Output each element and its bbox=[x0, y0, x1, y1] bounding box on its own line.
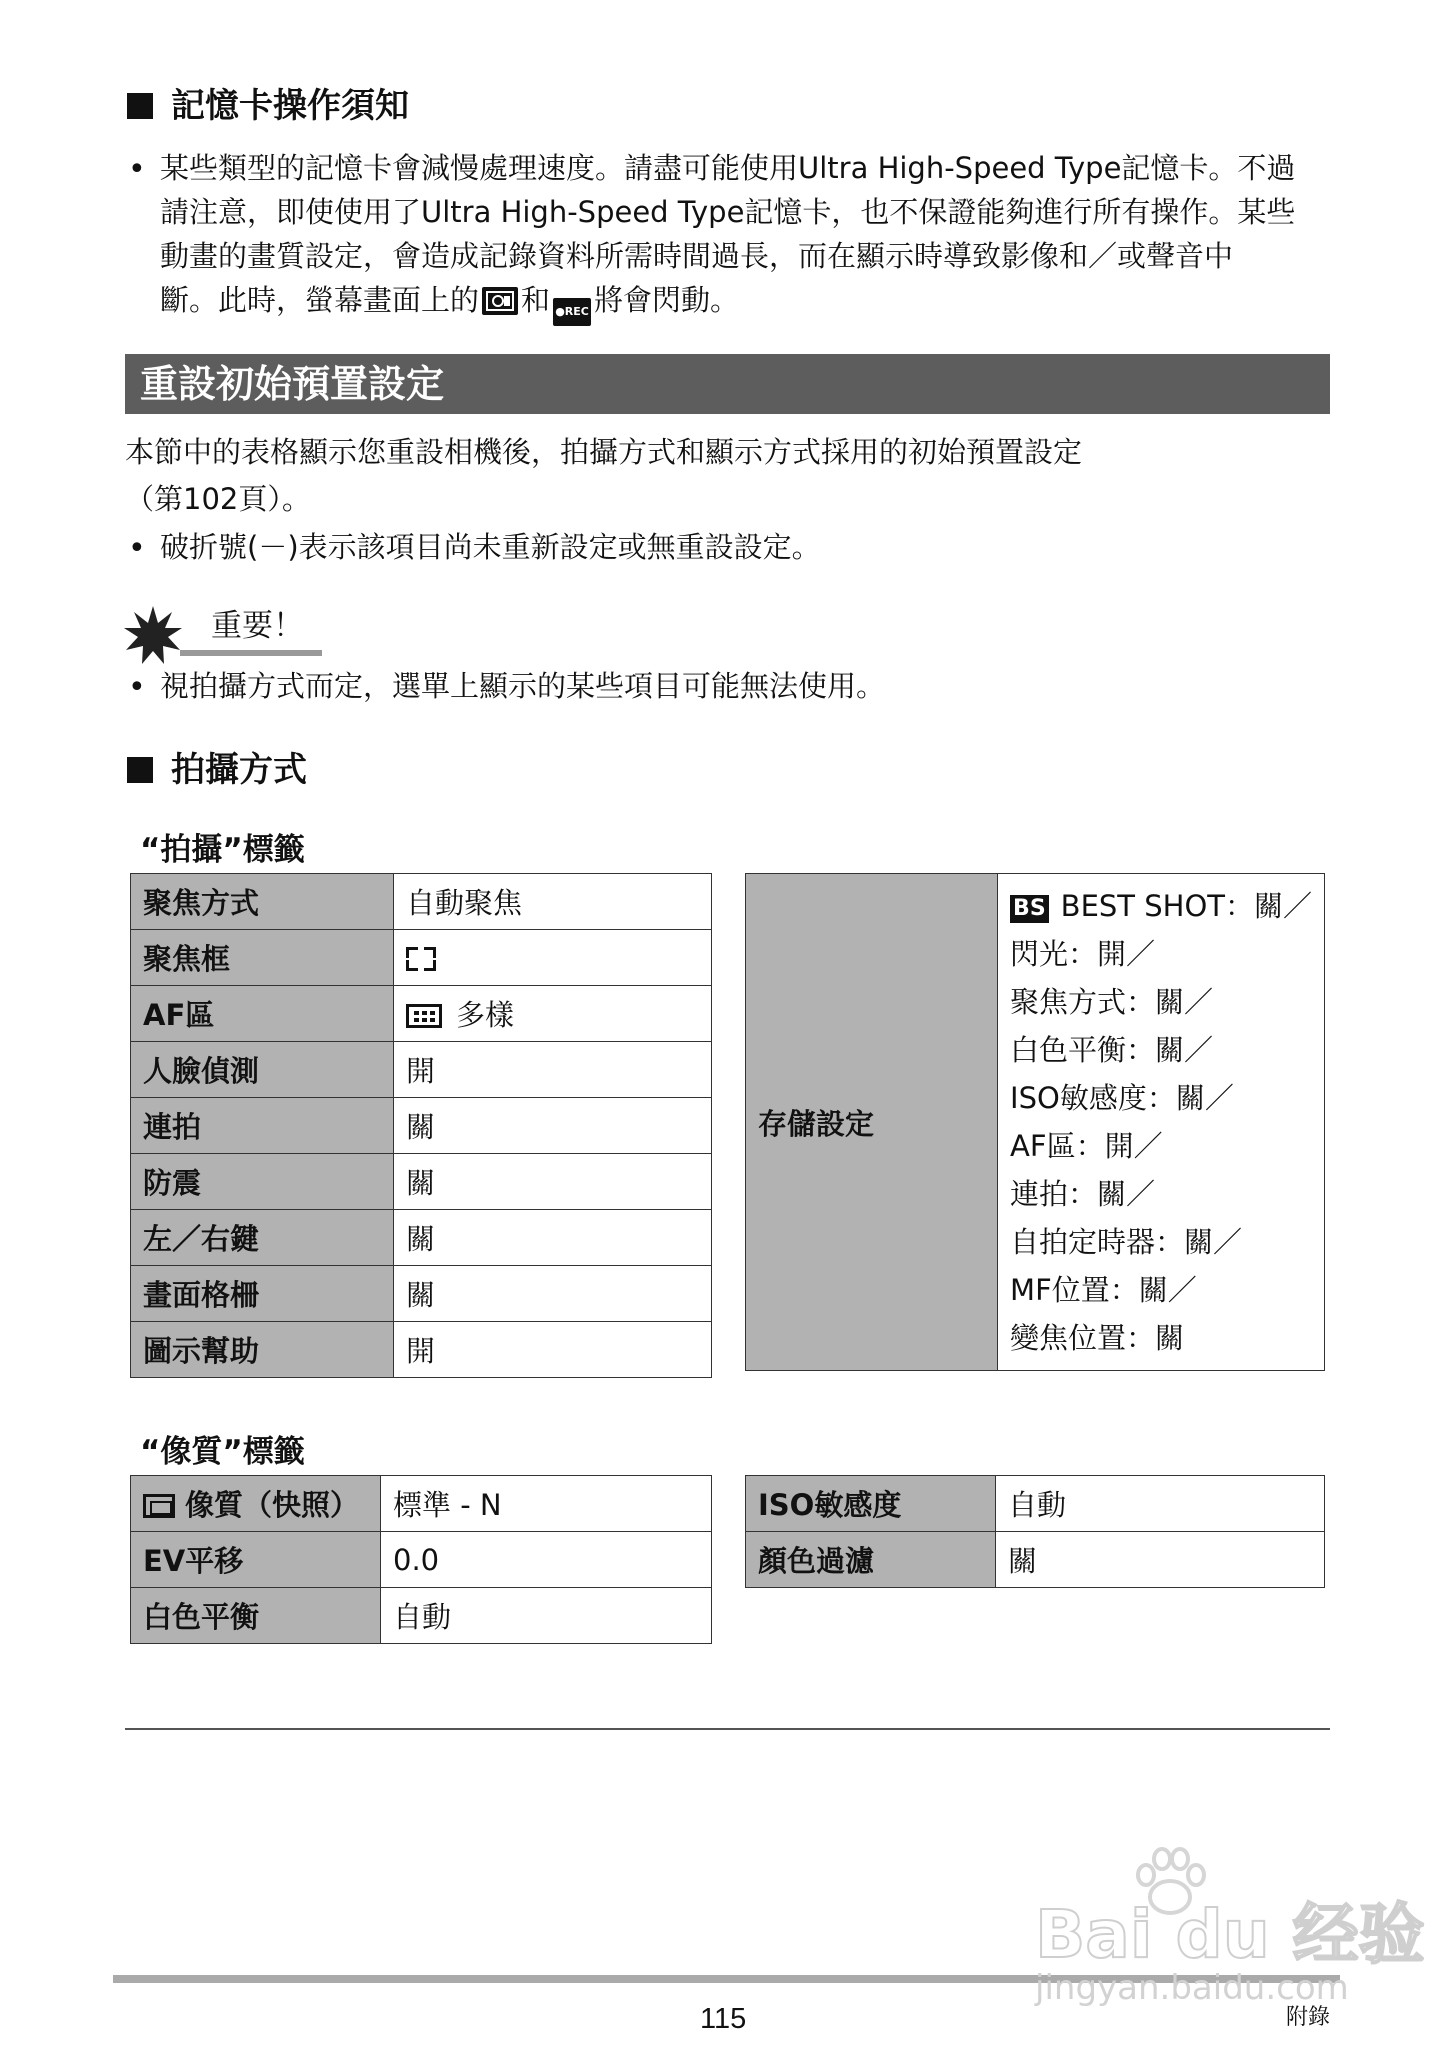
table-row bbox=[131, 1266, 712, 1322]
table-row bbox=[746, 874, 1325, 1371]
important-burst-icon bbox=[124, 606, 182, 664]
store-line: 連拍：關／ bbox=[1010, 1177, 1156, 1211]
setting-key: 左／右鍵 bbox=[131, 1210, 394, 1266]
section-marker-icon bbox=[127, 93, 153, 119]
table-row bbox=[131, 1154, 712, 1210]
setting-value bbox=[394, 986, 712, 1042]
setting-value: 關 bbox=[394, 1210, 712, 1266]
setting-key: 畫面格柵 bbox=[131, 1266, 394, 1322]
bullet-icon: • bbox=[128, 152, 146, 187]
store-line: 變焦位置：關 bbox=[1010, 1321, 1185, 1355]
setting-value: 關 bbox=[394, 1154, 712, 1210]
shoot-settings-table bbox=[130, 873, 712, 1378]
memory-note-line bbox=[160, 278, 1340, 326]
important-underline bbox=[180, 650, 322, 656]
memory-note-line: 請注意，即使使用了Ultra High-Speed Type記憶卡，也不保證能夠進行所有操作。某些 bbox=[160, 195, 1296, 229]
memory-note-line: 動畫的畫質設定，會造成記錄資料所需時間過長，而在顯示時導致影像和／或聲音中 bbox=[160, 239, 1234, 273]
quality-settings-table bbox=[130, 1475, 712, 1644]
page-number: 115 bbox=[700, 2003, 747, 2035]
table-row bbox=[131, 986, 712, 1042]
store-line: 聚焦方式：關／ bbox=[1010, 985, 1214, 1019]
setting-key-text: 像質（快照） bbox=[185, 1488, 360, 1522]
table-row bbox=[131, 1588, 712, 1644]
setting-key: 顏色過濾 bbox=[746, 1532, 996, 1588]
setting-key: AF區 bbox=[131, 986, 394, 1042]
store-line-text: BEST SHOT：關／ bbox=[1060, 889, 1312, 923]
setting-key: 人臉偵測 bbox=[131, 1042, 394, 1098]
store-setting-values bbox=[998, 874, 1325, 1371]
section-banner bbox=[125, 354, 1330, 414]
setting-value: 關 bbox=[394, 1098, 712, 1154]
watermark-url: jingyan.baidu.com bbox=[1035, 1968, 1349, 2008]
important-label: 重要！ bbox=[211, 608, 304, 644]
setting-value: 0.0 bbox=[381, 1532, 712, 1588]
bullet-icon: • bbox=[128, 531, 146, 566]
tab-title-shoot: “拍攝”標籤 bbox=[140, 832, 305, 868]
store-line: MF位置：關／ bbox=[1010, 1273, 1197, 1307]
bullet-icon: • bbox=[128, 670, 146, 705]
bs-icon: BS bbox=[1010, 895, 1049, 923]
memory-note-text: 將會閃動。 bbox=[594, 283, 740, 317]
store-line bbox=[1010, 882, 1312, 930]
store-line: ISO敏感度：關／ bbox=[1010, 1081, 1234, 1115]
section-marker-icon bbox=[127, 757, 153, 783]
table-row bbox=[746, 1532, 1325, 1588]
important-bullet: 視拍攝方式而定，選單上顯示的某些項目可能無法使用。 bbox=[160, 669, 886, 703]
watermark-brand: Bai du 经验 bbox=[1035, 1896, 1425, 1973]
intro-line: 本節中的表格顯示您重設相機後，拍攝方式和顯示方式採用的初始預置設定 bbox=[125, 435, 1083, 469]
intro-bullet: 破折號(－)表示該項目尚未重新設定或無重設設定。 bbox=[160, 530, 821, 564]
quality-settings-table-right bbox=[745, 1475, 1325, 1588]
store-line: 自拍定時器：關／ bbox=[1010, 1225, 1243, 1259]
setting-value: 關 bbox=[394, 1266, 712, 1322]
setting-key: ISO敏感度 bbox=[746, 1476, 996, 1532]
store-line: AF區：開／ bbox=[1010, 1129, 1163, 1163]
table-row bbox=[131, 1476, 712, 1532]
section-title-memory: 記憶卡操作須知 bbox=[171, 86, 409, 126]
setting-value-text: 多樣 bbox=[456, 998, 515, 1032]
setting-key bbox=[131, 1476, 381, 1532]
banner-title: 重設初始預置設定 bbox=[140, 362, 445, 406]
setting-value: 標準 - N bbox=[381, 1476, 712, 1532]
setting-value: 關 bbox=[996, 1532, 1325, 1588]
setting-value bbox=[394, 930, 712, 986]
setting-value: 自動聚焦 bbox=[394, 874, 712, 930]
section-title-shoot: 拍攝方式 bbox=[171, 750, 307, 790]
setting-value: 自動 bbox=[996, 1476, 1325, 1532]
rec-icon: ●REC bbox=[553, 298, 591, 326]
table-row bbox=[131, 1098, 712, 1154]
setting-key: 圖示幫助 bbox=[131, 1322, 394, 1378]
multi-af-icon bbox=[406, 1004, 442, 1028]
footer-section: 附錄 bbox=[1286, 2005, 1331, 2030]
movie-quality-icon bbox=[482, 287, 518, 315]
setting-key: EV平移 bbox=[131, 1532, 381, 1588]
table-row bbox=[131, 930, 712, 986]
setting-key: 連拍 bbox=[131, 1098, 394, 1154]
table-row bbox=[131, 1322, 712, 1378]
setting-key: 防震 bbox=[131, 1154, 394, 1210]
table-row bbox=[131, 874, 712, 930]
setting-value: 開 bbox=[394, 1322, 712, 1378]
setting-key: 聚焦方式 bbox=[131, 874, 394, 930]
memory-note-line: 某些類型的記憶卡會減慢處理速度。請盡可能使用Ultra High-Speed Type記憶卡。不過 bbox=[160, 151, 1296, 185]
divider bbox=[125, 1728, 1330, 1730]
setting-key: 白色平衡 bbox=[131, 1588, 381, 1644]
table-row bbox=[131, 1532, 712, 1588]
setting-key: 存儲設定 bbox=[746, 874, 998, 1371]
setting-value: 自動 bbox=[381, 1588, 712, 1644]
memory-note-text: 和 bbox=[521, 283, 551, 317]
memory-note-text: 斷。此時，螢幕畫面上的 bbox=[160, 283, 480, 317]
table-row bbox=[131, 1042, 712, 1098]
table-row bbox=[746, 1476, 1325, 1532]
store-line: 閃光：開／ bbox=[1010, 937, 1156, 971]
tab-title-quality: “像質”標籤 bbox=[140, 1434, 305, 1470]
focus-frame-icon bbox=[406, 947, 436, 971]
intro-line: （第102頁）。 bbox=[125, 482, 311, 516]
setting-key: 聚焦框 bbox=[131, 930, 394, 986]
store-settings-table bbox=[745, 873, 1325, 1371]
setting-value: 開 bbox=[394, 1042, 712, 1098]
image-quality-icon bbox=[143, 1494, 175, 1518]
table-row bbox=[131, 1210, 712, 1266]
memory-note bbox=[160, 146, 1340, 326]
store-line: 白色平衡：關／ bbox=[1010, 1033, 1214, 1067]
